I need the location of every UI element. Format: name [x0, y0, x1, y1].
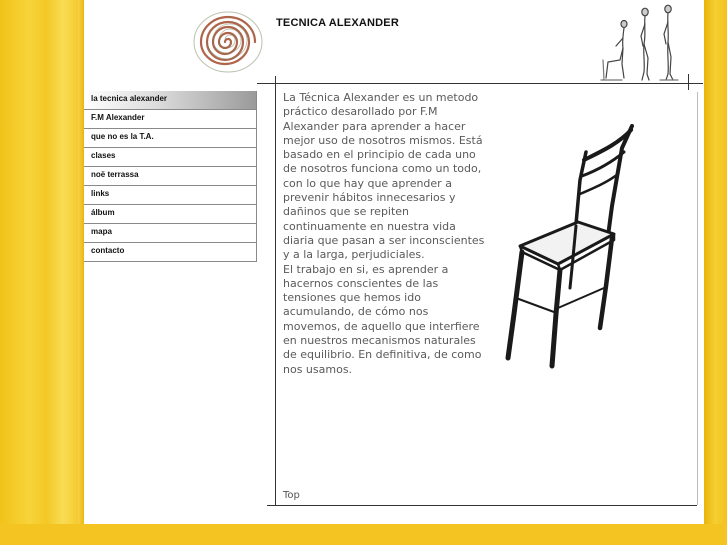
nav-item-links[interactable]: links [84, 186, 257, 205]
header-rule [257, 83, 703, 84]
bottom-yellow-border [0, 524, 727, 545]
right-yellow-border [704, 0, 727, 545]
main-content-text [283, 91, 487, 377]
left-yellow-border [0, 0, 84, 545]
second-paragraph: El trabajo en si, es aprender a hacernos conscientes de las tensiones que hemos ido acumulando, de cómo nos movemos, de aquello que interfiere en nuestros mecanismos naturales de equilibrio. En definitiva, de como nos usamos. [283, 262, 482, 376]
nav-item-noe-terrassa[interactable]: noë terrassa [84, 167, 257, 186]
chair-illustration-icon [500, 118, 645, 373]
content-left-rule [275, 76, 276, 506]
header [84, 0, 704, 90]
site-title: TECNICA ALEXANDER [276, 17, 399, 29]
spiral-logo-icon [190, 6, 266, 74]
posture-figures-icon [598, 2, 688, 82]
intro-paragraph: La Técnica Alexander es un metodo práctico desarollado por F.M Alexander para aprender a hacer mejor uso de nosotros mismos. Está basado en el principio de cada uno de nosotros funciona como un todo, con lo que hay que aprender a prevenir hábitos innecesarios y dañinos que se repiten continuamente en nuestra vida diaria que pasan a ser inconscientes y a la larga, perjudiciales. [283, 91, 485, 262]
nav-item-fm-alexander[interactable]: F.M Alexander [84, 110, 257, 129]
nav-item-album[interactable]: álbum [84, 205, 257, 224]
header-right-tick [688, 74, 689, 90]
back-to-top-link[interactable]: Top [283, 490, 300, 501]
nav-item-que-no-es-la-ta[interactable]: que no es la T.A. [84, 129, 257, 148]
nav-item-mapa[interactable]: mapa [84, 224, 257, 243]
sidebar-nav [84, 91, 257, 262]
nav-item-clases[interactable]: clases [84, 148, 257, 167]
nav-item-contacto[interactable]: contacto [84, 243, 257, 262]
footer-rule [267, 505, 697, 506]
content-right-rule [697, 92, 698, 505]
nav-item-la-tecnica-alexander[interactable]: la tecnica alexander [84, 91, 257, 110]
